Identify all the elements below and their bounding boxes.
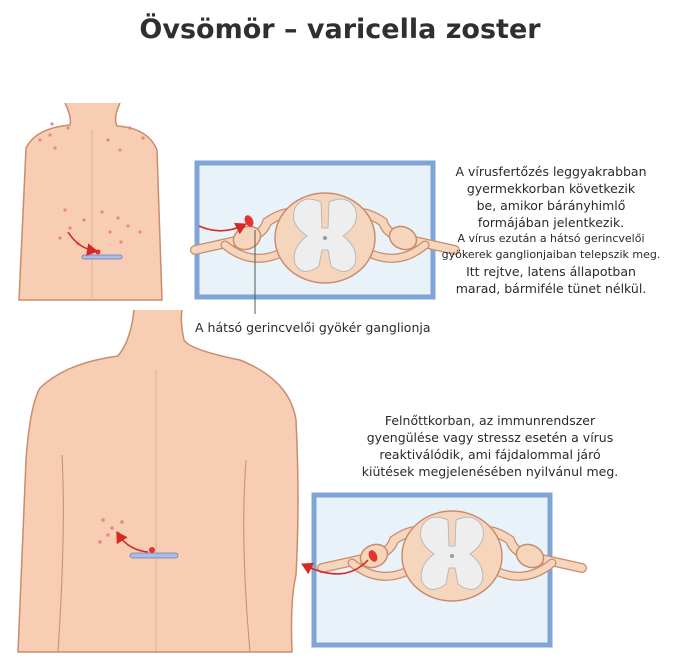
page-title: Övsömör – varicella zoster bbox=[139, 14, 541, 45]
adult-reactivation-caption: Felnőttkorban, az immunrendszer gyengülése vagy stressz esetén a vírus reaktiválódik, ami fájdalommal járó kiütések megjelenésében nyilvánul meg. bbox=[361, 413, 619, 479]
child-back-illustration bbox=[19, 103, 162, 300]
spinal-cord-panel-top bbox=[195, 163, 455, 314]
ganglion-label: A hátsó gerincvelői gyökér ganglionja bbox=[195, 320, 431, 335]
spine-segment-top bbox=[82, 255, 122, 259]
spinal-cord-panel-bottom bbox=[304, 495, 582, 645]
spine-segment-bottom bbox=[130, 553, 178, 558]
adult-back-illustration bbox=[18, 310, 298, 652]
childhood-infection-caption: A vírusfertőzés leggyakrabban gyermekkorban következik be, amikor bárányhimlő formájában jelentkezik. A vírus ezután a hátsó gerincvelői gyökerek ganglionjaiban telepszik meg. Itt rejtve, latens állapotban marad, bármiféle tünet nélkül. bbox=[441, 164, 661, 296]
